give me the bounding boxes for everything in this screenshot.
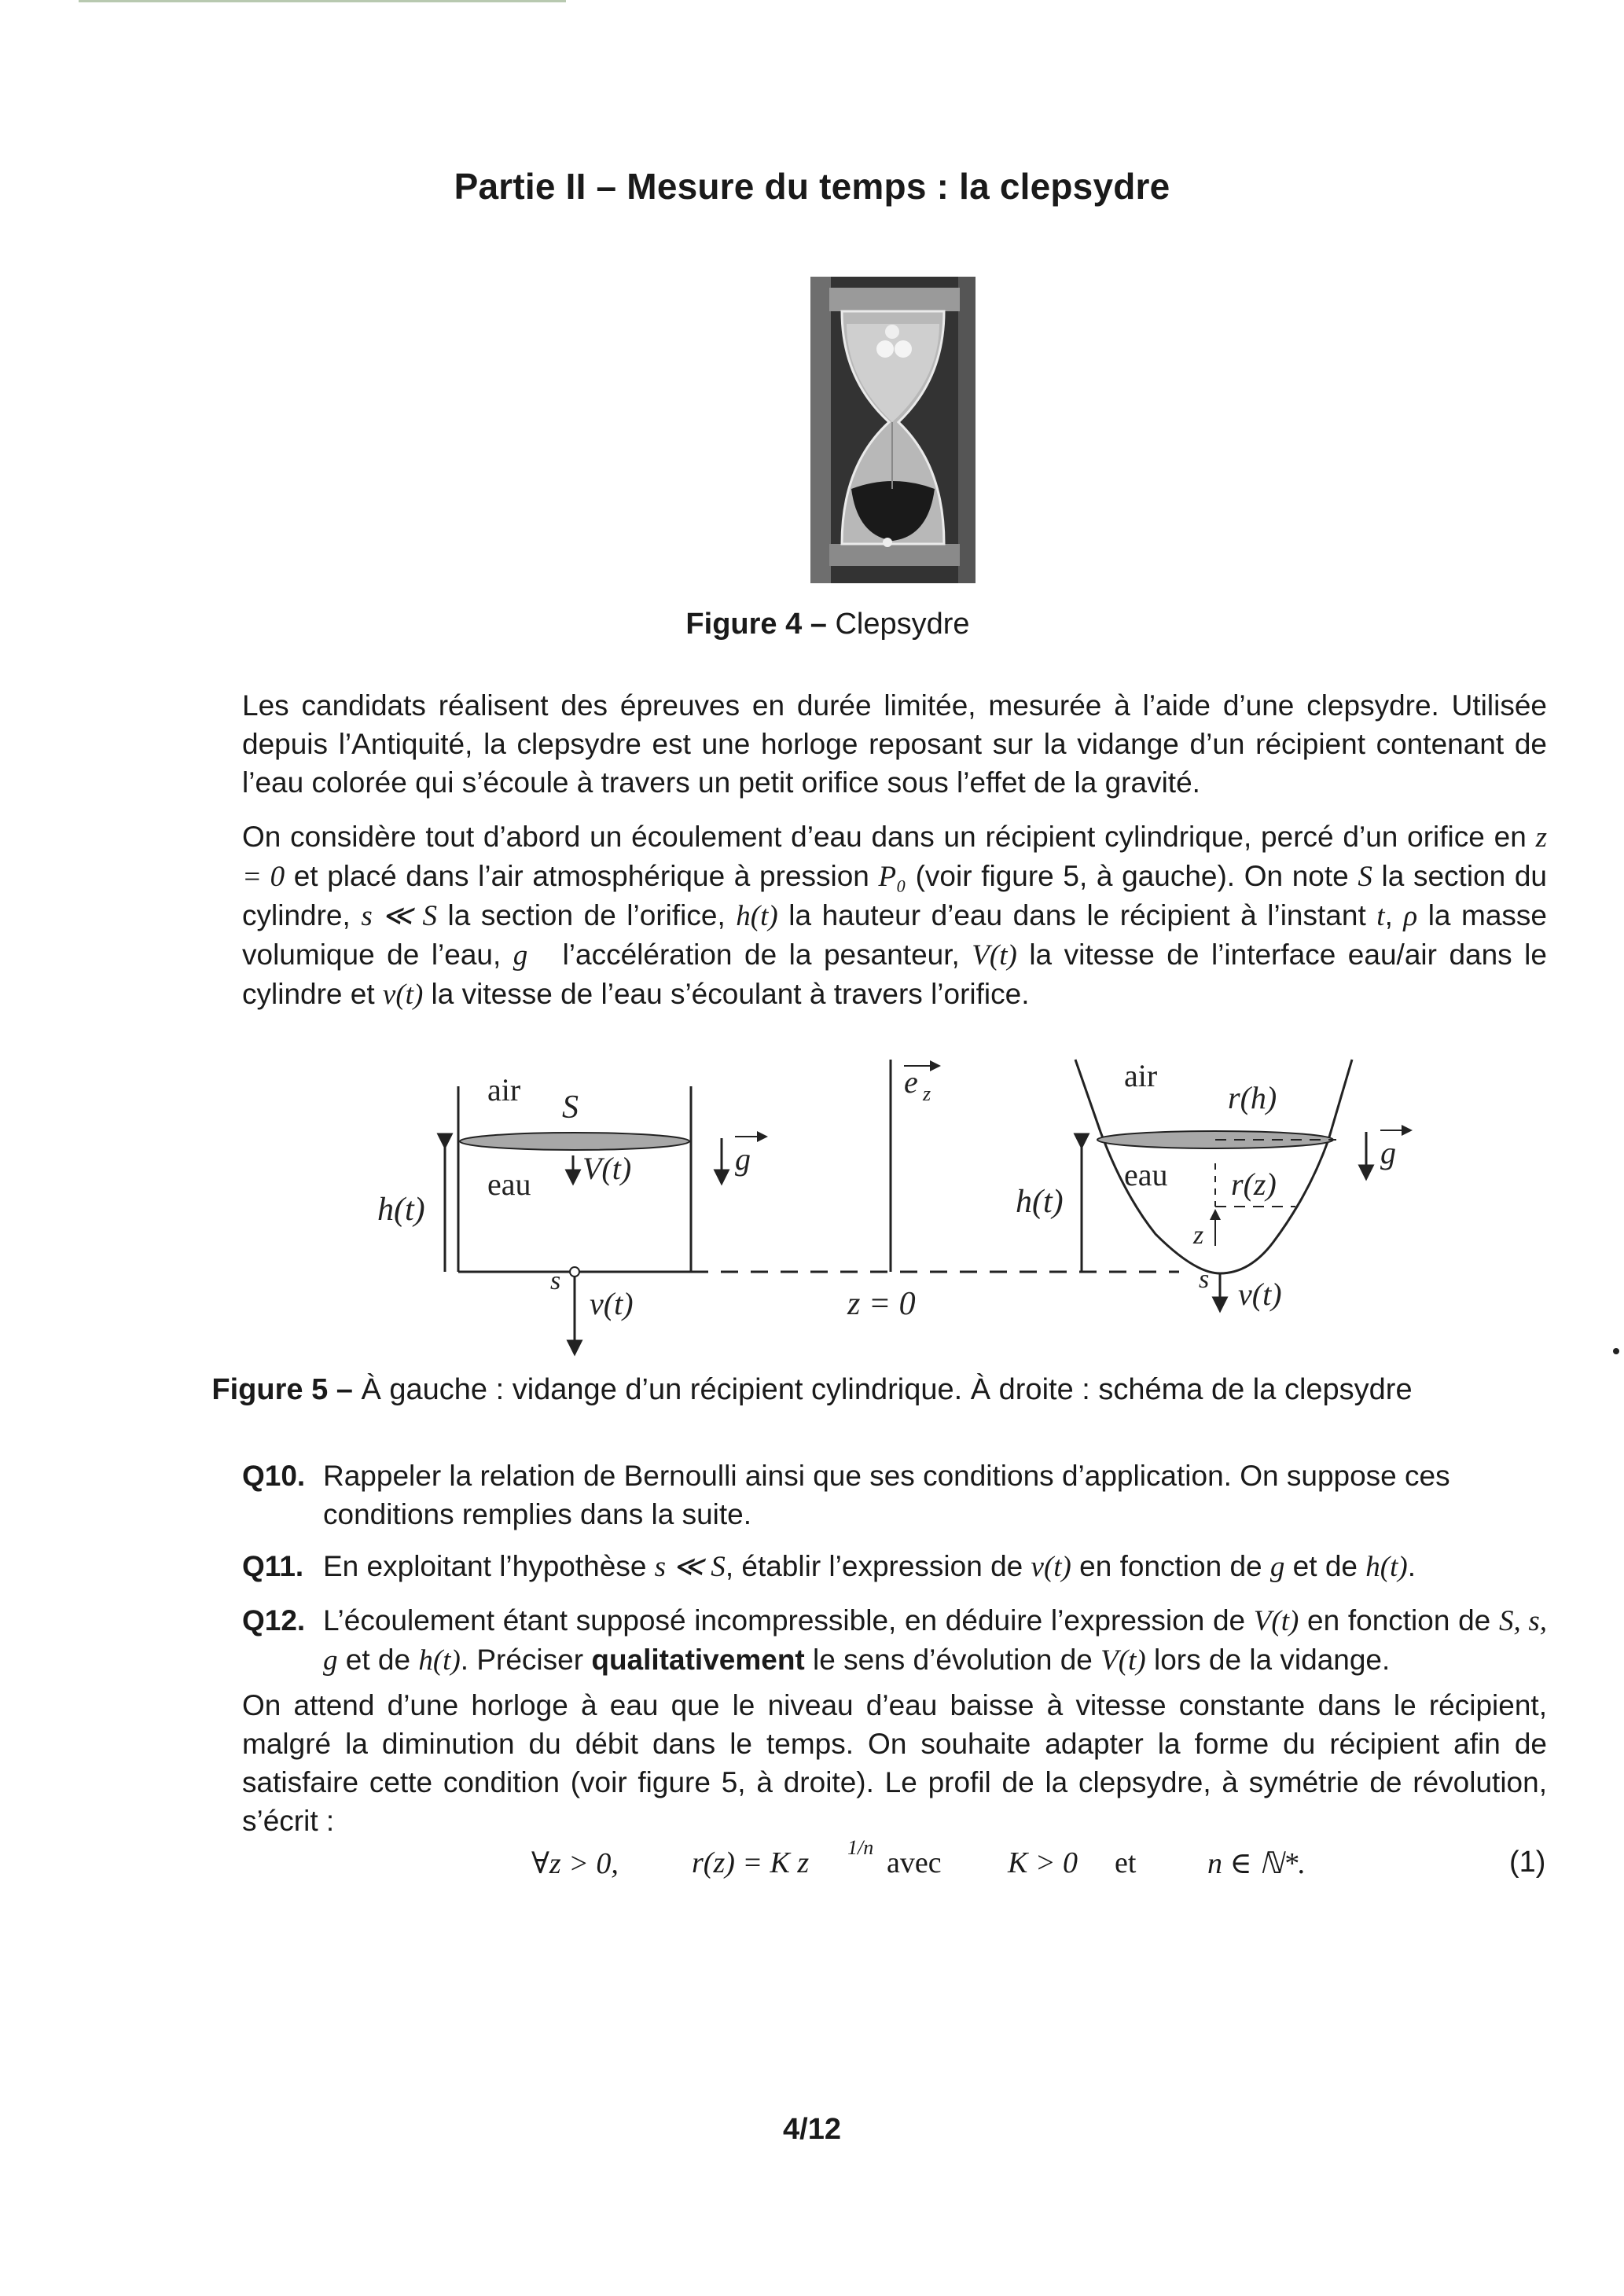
- right-eau-label: eau: [1124, 1157, 1168, 1192]
- right-h-label: h(t): [1016, 1184, 1064, 1220]
- cylinder-left: [377, 1072, 762, 1348]
- figure5-caption: [0, 1373, 1624, 1407]
- z0-label: z = 0: [847, 1286, 916, 1322]
- profile-paragraph: On attend d’une horloge à eau que le niveau d’eau baisse à vitesse constante dans le récipient, malgré la diminution du débit dans le temps. On souhaite adapter la forme du récipient afin de satisfaire cette condition (voir figure 5, à droite). Le profil de la clepsydre, à symétrie de révolution, s’écrit :: [242, 1689, 1547, 1837]
- right-rz-label: r(z): [1231, 1166, 1277, 1202]
- left-eau-label: eau: [487, 1166, 531, 1202]
- eq-k: K > 0: [1008, 1846, 1078, 1879]
- right-rh-label: r(h): [1228, 1080, 1277, 1115]
- figure5-caption-text: À gauche : vidange d’un récipient cylindrique. À droite : schéma de la clepsydre: [361, 1373, 1413, 1406]
- clepsydra-schema: [1016, 1058, 1407, 1312]
- right-air-label: air: [1124, 1058, 1158, 1093]
- left-S-label: S: [562, 1089, 579, 1126]
- z-axis: [691, 1060, 1179, 1322]
- left-air-label: air: [487, 1072, 521, 1108]
- left-h-label: h(t): [377, 1192, 425, 1228]
- right-s-label: s: [1199, 1265, 1210, 1294]
- question-text: Rappeler la relation de Bernoulli ainsi que ses conditions d’application. On suppose ces conditions remplies dans la suite.: [323, 1460, 1450, 1530]
- ez-label: e: [904, 1064, 918, 1100]
- question-label: Q11.: [242, 1550, 304, 1582]
- figure4-caption-text: Clepsydre: [835, 608, 970, 641]
- intro-paragraph: Les candidats réalisent des épreuves en durée limitée, mesurée à l’aide d’une clepsydre. Utilisée depuis l’Antiquité, la clepsydre est une horloge reposant sur la vidange d’un récipient contenant de l’eau colorée qui s’écoule à travers un petit orifice sous l’effet de la gravité.: [242, 689, 1547, 799]
- right-v-label: v(t): [1238, 1277, 1282, 1312]
- left-s-label: s: [550, 1266, 561, 1295]
- question-text: L’écoulement étant supposé incompressible, en déduire l’expression de V(t) en fonction de S, s, g et de h(t). Préciser qualitativement le sens d’évolution de V(t) lors de la vidange.: [323, 1604, 1547, 1677]
- left-V-label: V(t): [582, 1151, 632, 1186]
- eq-rz: r(z) = K z: [692, 1846, 810, 1879]
- question-q12: [242, 1601, 1547, 1680]
- clepsydre-photo: [810, 277, 976, 583]
- right-z-label: z: [1193, 1221, 1204, 1250]
- right-g-label: g: [1380, 1135, 1396, 1170]
- question-q10: [242, 1457, 1547, 1534]
- eq-exponent: 1/n: [847, 1836, 874, 1859]
- top-rule: [79, 0, 566, 2]
- eq-et: et: [1115, 1846, 1137, 1879]
- question-label: Q12.: [242, 1604, 306, 1637]
- hypothesis-paragraph: On considère tout d’abord un écoulement d’eau dans un récipient cylindrique, percé d’un orifice en z = 0 et placé dans l’air atmosphérique à pression P₀ (voir figure 5, à gauche). On note S la section du cylindre, s ≪ S la section de l’orifice, h(t) la hauteur d’eau dans le récipient à l’instant t, ρ la masse volumique de l’eau, g⃗ l’accélération de la pesanteur, V(t) la vitesse de l’interface eau/air dans le cylindre et v(t) la vitesse de l’eau s’écoulant à travers l’orifice.: [242, 821, 1548, 1011]
- figure4-caption-label: Figure 4 –: [685, 608, 827, 641]
- question-text: En exploitant l’hypothèse s ≪ S, établir l’expression de v(t) en fonction de g et de h(t).: [323, 1550, 1416, 1583]
- equation-1: [0, 1836, 1624, 1893]
- eq-forall: ∀z > 0,: [531, 1847, 619, 1880]
- ez-sub-label: z: [923, 1082, 931, 1105]
- eq-number: (1): [1509, 1846, 1546, 1879]
- page-title: Partie II – Mesure du temps : la clepsydre: [454, 166, 1170, 207]
- left-v-label: v(t): [590, 1286, 634, 1321]
- left-g-label: g: [735, 1141, 751, 1177]
- page-number: 4/12: [783, 2113, 841, 2146]
- eq-avec: avec: [887, 1846, 942, 1879]
- figure5-diagram: [0, 1038, 1624, 1368]
- page-mark: [1613, 1348, 1619, 1354]
- question-label: Q10.: [242, 1460, 306, 1492]
- figure5-caption-label: Figure 5 –: [211, 1373, 353, 1406]
- eq-n: n ∈ ℕ*.: [1207, 1847, 1306, 1880]
- question-q11: [242, 1547, 1547, 1586]
- figure4-caption: [0, 608, 1624, 641]
